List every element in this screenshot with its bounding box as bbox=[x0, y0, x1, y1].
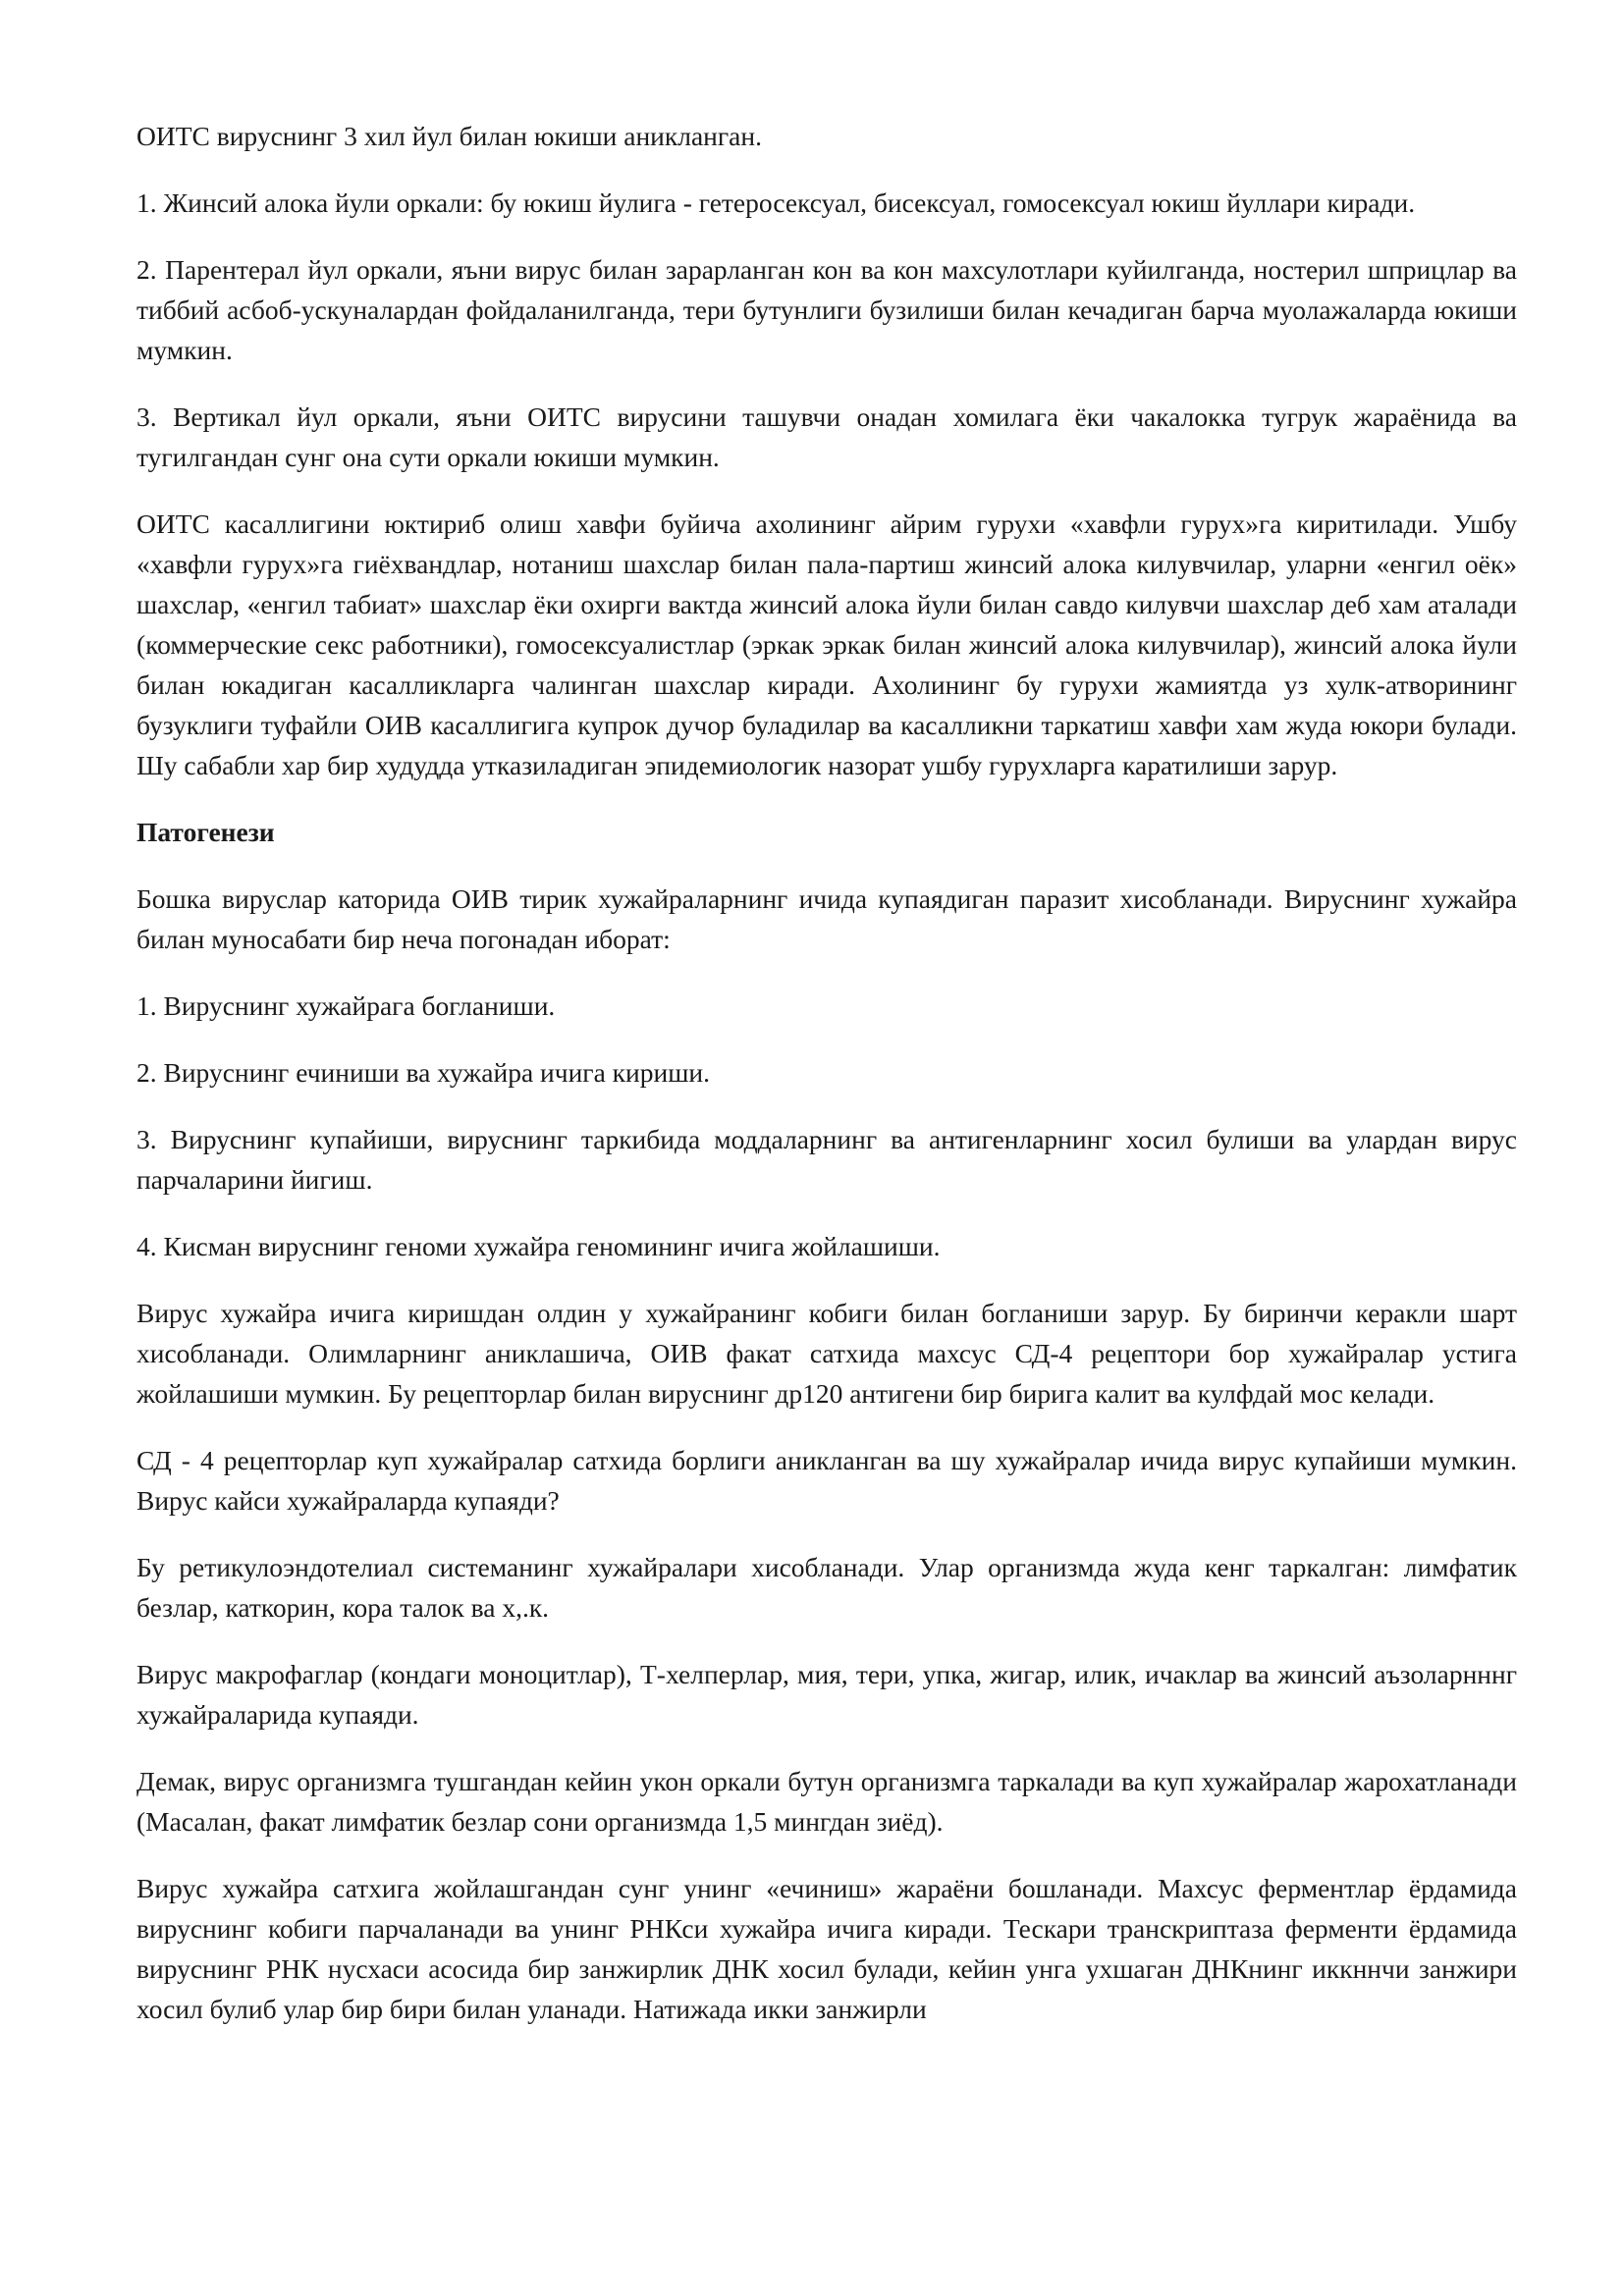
list-item-uncoating: 2. Вируснинг ечиниши ва хужайра ичига кириши. bbox=[136, 1057, 710, 1088]
section-heading-pathogenesis: Патогенези bbox=[136, 817, 275, 847]
paragraph-pathogenesis-intro: Бошка вируслар каторида ОИВ тирик хужайраларнинг ичида купаядиган паразит хисобланади. Вируснинг хужайра билан муносабати бир неча погонадан иборат: bbox=[136, 883, 1517, 954]
list-item-replication: 3. Вируснинг купайиши, вируснинг таркибида моддаларнинг ва антигенларнинг хосил булиши ва улардан вирус парчаларини йигиш. bbox=[136, 1124, 1517, 1195]
paragraph-spread: Демак, вирус организмга тушгандан кейин укон оркали бутун организмга таркалади ва куп хужайралар жарохатланади (Масалан, факат лимфатик безлар сони организмда 1,5 мингдан зиёд). bbox=[136, 1766, 1517, 1837]
paragraph-sexual-route: 1. Жинсий алока йули оркали: бу юкиш йулига - гетеросексуал, бисексуал, гомосексуал юкиш йуллари киради. bbox=[136, 187, 1416, 218]
paragraph-risk-group: ОИТС касаллигини юктириб олиш хавфи буйича ахолининг айрим гурухи «хавфли гурух»га киритилади. Ушбу «хавфли гурух»га гиёхвандлар, нотаниш шахслар билан пала-партиш жинсий алока килувчилар, уларни «енгил оёк» шахслар, «енгил табиат» шахслар ёки охирги вактда жинсий алока йули билан савдо килувчи шахслар деб хам аталади (коммерческие секс работники), гомосексуалистлар (эркак эркак билан жинсий алока килувчилар), жинсий алока йули билан юкадиган касалликларга чалинган шахслар киради. Ахолининг бу гурухи жамиятда уз хулк-атворининг бузуклиги туфайли ОИВ касаллигига купрок дучор буладилар ва касалликни таркатиш хавфи хам жуда юкори булади. Шу сабабли хар бир худудда утказиладиган эпидемиологик назорат ушбу гурухларга каратилиши зарур. bbox=[136, 508, 1517, 780]
paragraph-reticuloendothelial: Бу ретикулоэндотелиал системанинг хужайралари хисобланади. Улар организмда жуда кенг таркалган: лимфатик безлар, каткорин, кора талок ва х,.к. bbox=[136, 1552, 1517, 1623]
paragraph-macrophages: Вирус макрофаглар (кондаги моноцитлар), Т-хелперлар, мия, тери, упка, жигар, илик, ичаклар ва жинсий аъзоларнннг хужайраларида купаяди. bbox=[136, 1659, 1517, 1730]
paragraph-cd4-receptor: Вирус хужайра ичига киришдан олдин у хужайранинг кобиги билан богланиши зарур. Бу биринчи керакли шарт хисобланади. Олимларнинг аниклашича, ОИВ факат сатхида махсус СД-4 рецептори бор хужайралар устига жойлашиши мумкин. Бу рецепторлар билан вируснинг др120 антигени бир бирига калит ва кулфдай мос келади. bbox=[136, 1298, 1517, 1409]
paragraph-cd4-cells: СД - 4 рецепторлар куп хужайралар сатхида борлиги аникланган ва шу хужайралар ичида вирус купайиши мумкин. Вирус кайси хужайраларда купаяди? bbox=[136, 1445, 1517, 1516]
list-item-binding: 1. Вируснинг хужайрага богланиши. bbox=[136, 990, 556, 1021]
paragraph-parenteral-route: 2. Парентерал йул оркали, яъни вирус билан зарарланган кон ва кон махсулотлари куйилганда, ностерил шприцлар ва тиббий асбоб-ускуналардан фойдаланилганда, тери бутунлиги бузилиши билан кечадиган барча муолажаларда юкиши мумкин. bbox=[136, 254, 1517, 365]
paragraph-transmission-intro: ОИТС вируснинг 3 хил йул билан юкиши аникланган. bbox=[136, 121, 762, 151]
paragraph-vertical-route: 3. Вертикал йул оркали, яъни ОИТС вирусини ташувчи онадан хомилага ёки чакалокка тугрук жараёнида ва тугилгандан сунг она сути оркали юкиши мумкин. bbox=[136, 401, 1517, 472]
document-page bbox=[136, 116, 1517, 2056]
list-item-integration: 4. Кисман вируснинг геноми хужайра геномининг ичига жойлашиши. bbox=[136, 1231, 941, 1261]
paragraph-uncoating-process: Вирус хужайра сатхига жойлашгандан сунг унинг «ечиниш» жараёни бошланади. Махсус ферментлар ёрдамида вируснинг кобиги парчаланади ва унинг РНКси хужайра ичига киради. Тескари транскриптаза ферменти ёрдамида вируснинг РНК нусхаси асосида бир занжирлик ДНК хосил булади, кейин унга ухшаган ДНКнинг иккннчи занжири хосил булиб улар бир бири билан уланади. Натижада икки занжирли bbox=[136, 1873, 1517, 2024]
